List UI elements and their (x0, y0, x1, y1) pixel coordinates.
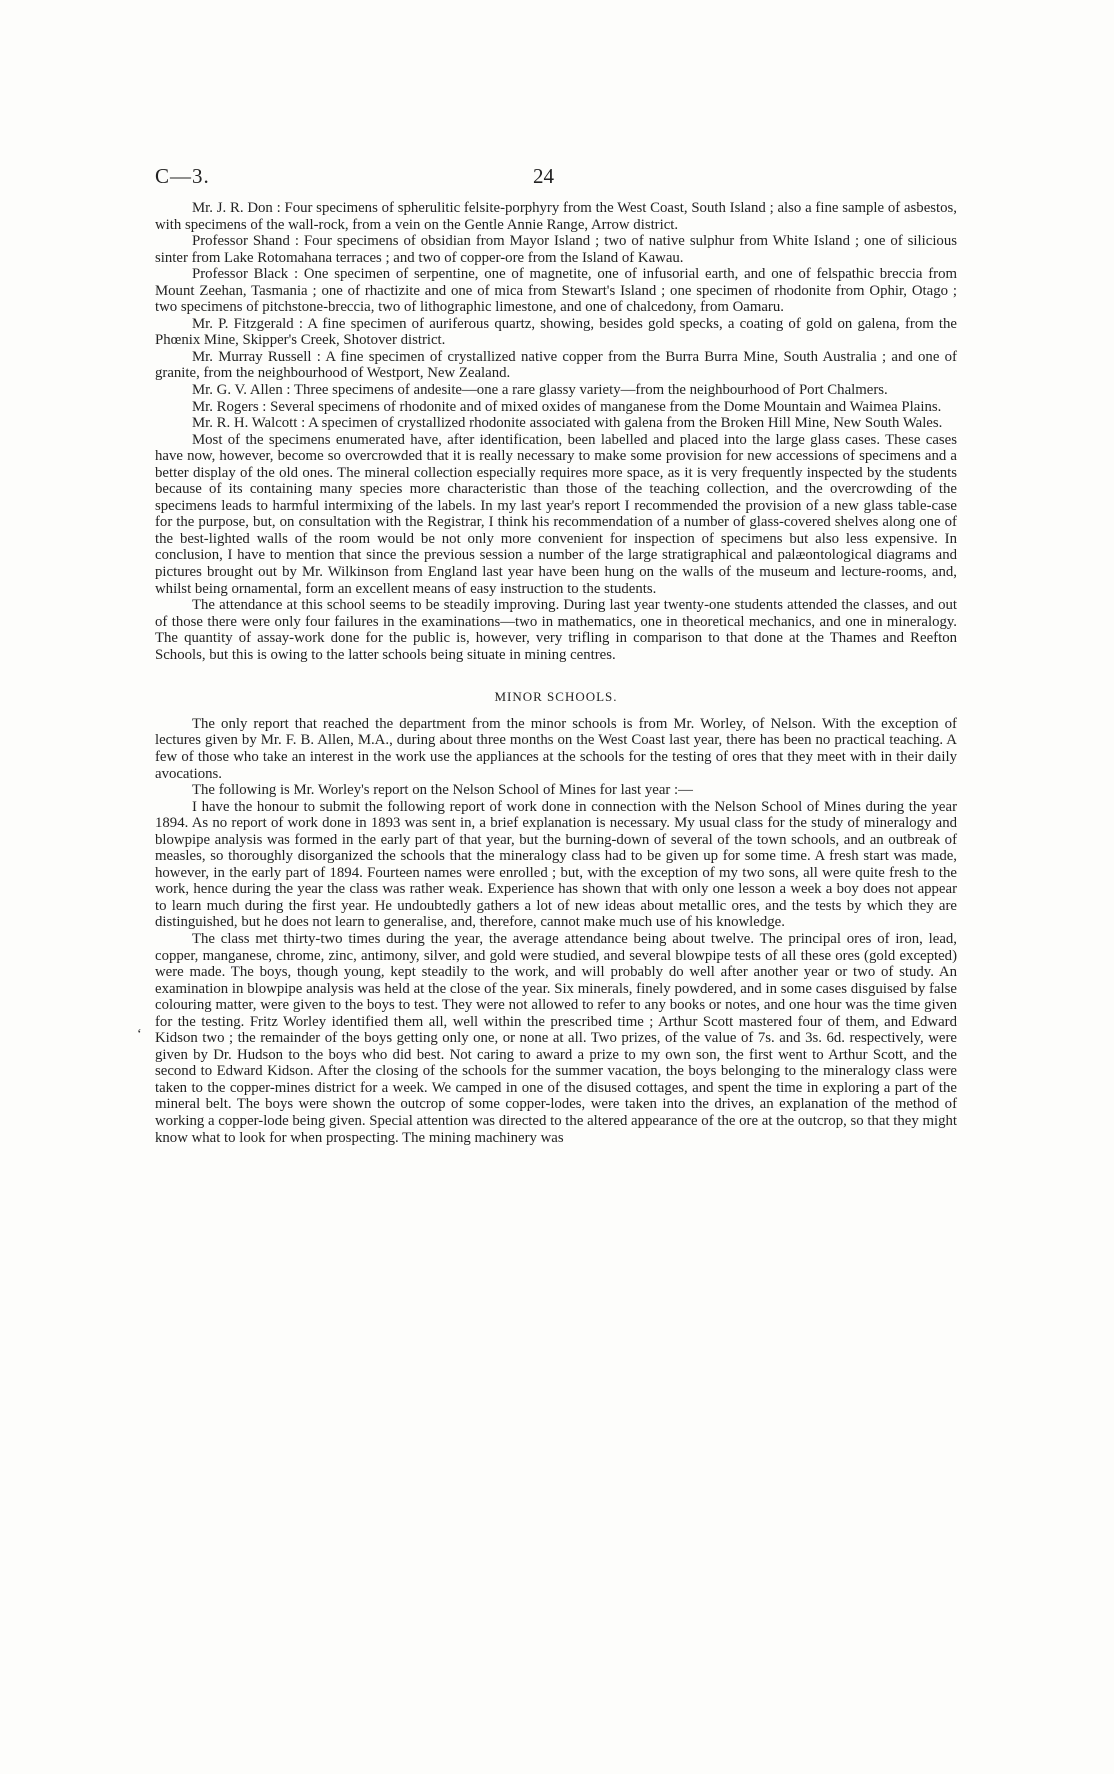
margin-mark: ʻ (137, 1027, 142, 1042)
paragraph-allen: Mr. G. V. Allen : Three specimens of andesite—one a rare glassy variety—from the neighbourhood of Port Chalmers. (192, 382, 888, 399)
paragraph-black: Professor Black : One specimen of serpentine, one of magnetite, one of infusorial earth, and one of felspathic breccia from Mount Zeehan, Tasmania ; one of rhactizite and one of mica from Stewart's Island ; one specimen of rhodonite from Ophir, Otago ; two specimens of pitchstone-breccia, two of lithographic limestone, and one of chalcedony, from Oamaru. (155, 266, 957, 316)
paragraph-class-met: The class met thirty-two times during the year, the average attendance being about twelve. The principal ores of iron, lead, copper, manganese, chrome, zinc, antimony, silver, and gold were studied, and several blowpipe tests of all these ores (gold excepted) were made. The boys, though young, kept steadily to the work, and will probably do well after another year or two of study. An examination in blowpipe analysis was held at the close of the year. Six minerals, finely powdered, and in some cases disguised by false colouring matter, were given to the boys to test. They were not allowed to refer to any books or notes, and one hour was the time given for the testing. Fritz Worley identified them all, well within the prescribed time ; Arthur Scott mastered four of them, and Edward Kidson two ; the remainder of the boys getting only one, or none at all. Two prizes, of the value of 7s. and 3s. 6d. respectively, were given by Dr. Hudson to the boys who did best. Not caring to award a prize to my own son, the first went to Arthur Scott, and the second to Edward Kidson. After the closing of the schools for the summer vacation, the boys belonging to the mineralogy class were taken to the copper-mines district for a week. We camped in one of the disused cottages, and spent the time in exploring a part of the mineral belt. The boys were shown the outcrop of some copper-lodes, were taken into the drives, an explanation of the method of working a copper-lode being given. Special attention was directed to the altered appearance of the ore at the outcrop, so that they might know what to look for when prospecting. The mining machinery was (155, 930, 957, 1146)
paragraph-specimens: Most of the specimens enumerated have, after identification, been labelled and placed into the large glass cases. These cases have now, however, become so overcrowded that it is really necessary to make some provision for new accessions of specimens and a better display of the old ones. The mineral collection especially requires more space, as it is very frequently inspected by the students because of its containing many species more characteristic than those of the teaching collection, and the overcrowding of the specimens leads to harmful intermixing of the labels. In my last year's report I recommended the provision of a new glass table-case for the purpose, but, on consultation with the Registrar, I think his recommendation of a number of glass-covered shelves along one of the best-lighted walls of the room would be not only more convenient for inspection of specimens but also less expensive. In conclusion, I have to mention that since the previous session a number of the large stratigraphical and palæontological diagrams and pictures brought out by Mr. Wilkinson from England last year have been hung on the walls of the museum and lecture-rooms, and, whilst being ornamental, form an excellent means of easy instruction to the students. (155, 431, 957, 597)
paragraph-rogers: Mr. Rogers : Several specimens of rhodonite and of mixed oxides of manganese from the Dome Mountain and Waimea Plains. (192, 398, 942, 415)
paragraph-shand: Professor Shand : Four specimens of obsidian from Mayor Island ; two of native sulphur from White Island ; one of silicious sinter from Lake Rotomahana terraces ; and two of copper-ore from the Island of Kawau. (155, 233, 957, 266)
paragraph-worley-report: I have the honour to submit the following report of work done in connection with the Nelson School of Mines during the year 1894. As no report of work done in 1893 was sent in, a brief explanation is necessary. My usual class for the study of mineralogy and blowpipe analysis was formed in the early part of that year, but the burning-down of several of the town schools, and an outbreak of measles, so thoroughly disorganized the schools that the mineralogy class had to be given up for some time. A fresh start was made, however, in the early part of 1894. Fourteen names were enrolled ; but, with the exception of my two sons, all were quite fresh to the work, hence during the year the class was rather weak. Experience has shown that with only one lesson a week a boy does not appear to learn much during the first year. He undoubtedly gathers a lot of new ideas about metallic ores, and the tests by which they are distinguished, but he does not learn to generalise, and, therefore, cannot make much use of his knowledge. (155, 798, 957, 931)
paragraph-russell: Mr. Murray Russell : A fine specimen of crystallized native copper from the Burra Burra Mine, South Australia ; and one of granite, from the neighbourhood of Westport, New Zealand. (155, 348, 957, 382)
paragraph-fitzgerald: Mr. P. Fitzgerald : A fine specimen of auriferous quartz, showing, besides gold specks, a coating of gold on galena, from the Phœnix Mine, Skipper's Creek, Shotover district. (155, 315, 957, 349)
paragraph-minor-schools: The only report that reached the department from the minor schools is from Mr. Worley, of Nelson. With the exception of lectures given by Mr. F. B. Allen, M.A., during about three months on the West Coast last year, there has been no practical teaching. A few of those who take an interest in the work use the appliances at the schools for the testing of ores that they meet with in their daily avocations. (155, 715, 957, 782)
document-reference: C—3. (155, 164, 210, 188)
body-text (155, 200, 957, 1146)
paragraph-don: Mr. J. R. Don : Four specimens of spherulitic felsite-porphyry from the West Coast, South Island ; also a fine sample of asbestos, with specimens of the wall-rock, from a vein on the Gentle Annie Range, Arrow district. (155, 200, 957, 233)
paragraph-report-intro: The following is Mr. Worley's report on the Nelson School of Mines for last year :— (192, 782, 693, 799)
section-heading: MINOR SCHOOLS. (494, 689, 618, 705)
paragraph-walcott: Mr. R. H. Walcott : A specimen of crystallized rhodonite associated with galena from the Broken Hill Mine, New South Wales. (192, 415, 943, 432)
page-header (155, 164, 955, 194)
paragraph-attendance: The attendance at this school seems to be steadily improving. During last year twenty-one students attended the classes, and out of those there were only four failures in the examinations—two in mathematics, one in theoretical mechanics, and one in mineralogy. The quantity of assay-work done for the public is, however, very trifling in comparison to that done at the Thames and Reefton Schools, but this is owing to the latter schools being situate in mining centres. (155, 597, 957, 663)
page-number: 24 (533, 164, 554, 188)
